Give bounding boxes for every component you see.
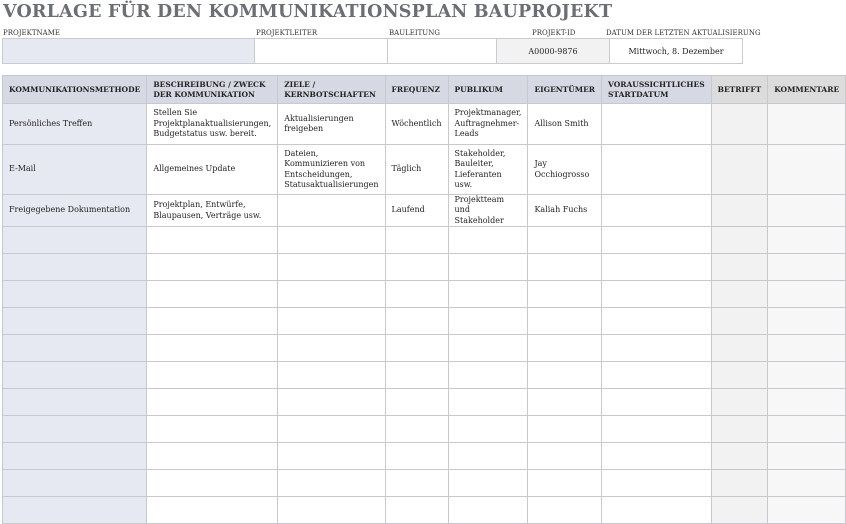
empty-cell[interactable] [448,308,528,335]
cell-frequency[interactable]: Laufend [385,195,448,227]
empty-cell[interactable] [385,362,448,389]
empty-cell[interactable] [528,362,602,389]
empty-cell[interactable] [3,362,147,389]
empty-cell[interactable] [528,335,602,362]
empty-cell[interactable] [768,281,846,308]
empty-table-row [3,497,846,524]
empty-cell[interactable] [278,443,385,470]
empty-cell[interactable] [711,308,768,335]
empty-table-row [3,443,846,470]
cell-concerns[interactable] [711,145,768,195]
project-name-field[interactable] [2,38,255,64]
empty-cell[interactable] [278,308,385,335]
empty-cell[interactable] [711,389,768,416]
empty-cell[interactable] [448,227,528,254]
cell-audience[interactable]: Projektmanager, Auftragnehmer-Leads [448,104,528,145]
page-title: VORLAGE FÜR DEN KOMMUNIKATIONSPLAN BAUPROJEKT [3,2,613,22]
project-id-field[interactable]: A0000-9876 [496,38,610,64]
cell-owner[interactable]: Kaliah Fuchs [528,195,602,227]
empty-cell[interactable] [602,254,712,281]
empty-cell[interactable] [768,227,846,254]
empty-cell[interactable] [602,497,712,524]
empty-cell[interactable] [385,443,448,470]
empty-cell[interactable] [385,416,448,443]
empty-cell[interactable] [768,335,846,362]
empty-table-row [3,389,846,416]
empty-cell[interactable] [278,389,385,416]
empty-cell[interactable] [528,389,602,416]
empty-cell[interactable] [768,443,846,470]
col-header-concerns: BETRIFFT [711,76,768,104]
empty-cell[interactable] [278,335,385,362]
empty-cell[interactable] [147,416,278,443]
empty-cell[interactable] [448,389,528,416]
empty-cell[interactable] [711,335,768,362]
project-lead-field[interactable] [254,38,388,64]
empty-cell[interactable] [448,281,528,308]
empty-cell[interactable] [768,389,846,416]
empty-cell[interactable] [3,416,147,443]
col-header-method: KOMMUNIKATIONSMETHODE [3,76,147,104]
empty-cell[interactable] [147,362,278,389]
col-header-description: BESCHREIBUNG / ZWECK DER KOMMUNIKATION [147,76,278,104]
cell-audience[interactable]: Stakeholder, Bauleiter, Lieferanten usw. [448,145,528,195]
table-row [3,104,846,145]
table-row [3,195,846,227]
empty-cell[interactable] [448,443,528,470]
empty-table-row [3,254,846,281]
empty-cell[interactable] [385,497,448,524]
cell-start-date[interactable] [602,195,712,227]
construction-lead-label: BAULEITUNG [389,29,440,37]
empty-cell[interactable] [768,362,846,389]
cell-owner[interactable]: Allison Smith [528,104,602,145]
empty-cell[interactable] [448,470,528,497]
empty-cell[interactable] [3,470,147,497]
empty-cell[interactable] [3,308,147,335]
cell-comments[interactable] [768,104,846,145]
empty-cell[interactable] [385,281,448,308]
empty-cell[interactable] [147,470,278,497]
empty-cell[interactable] [528,443,602,470]
empty-cell[interactable] [448,497,528,524]
cell-concerns[interactable] [711,104,768,145]
cell-method[interactable]: E-Mail [3,145,147,195]
empty-cell[interactable] [385,308,448,335]
col-header-start-date: VORAUSSICHTLICHES STARTDATUM [602,76,712,104]
empty-cell[interactable] [768,416,846,443]
cell-start-date[interactable] [602,145,712,195]
empty-table-row [3,470,846,497]
empty-table-row [3,416,846,443]
empty-cell[interactable] [602,362,712,389]
cell-frequency[interactable]: Täglich [385,145,448,195]
empty-table-row [3,308,846,335]
empty-cell[interactable] [3,389,147,416]
empty-cell[interactable] [385,389,448,416]
cell-description[interactable]: Stellen Sie Projektplanaktualisierungen, Budgetstatus usw. bereit. [147,104,278,145]
last-update-field[interactable]: Mittwoch, 8. Dezember [609,38,743,64]
empty-cell[interactable] [147,497,278,524]
empty-cell[interactable] [602,470,712,497]
empty-cell[interactable] [602,416,712,443]
empty-cell[interactable] [147,389,278,416]
empty-cell[interactable] [602,335,712,362]
empty-cell[interactable] [278,416,385,443]
empty-cell[interactable] [711,416,768,443]
empty-cell[interactable] [385,254,448,281]
empty-cell[interactable] [147,281,278,308]
empty-cell[interactable] [528,308,602,335]
empty-cell[interactable] [711,470,768,497]
empty-cell[interactable] [528,497,602,524]
project-name-label: PROJEKTNAME [3,29,60,37]
project-id-label: PROJEKT-ID [532,29,576,37]
empty-table-row [3,335,846,362]
empty-cell[interactable] [602,443,712,470]
cell-method[interactable]: Freigegebene Dokumentation [3,195,147,227]
empty-cell[interactable] [602,308,712,335]
empty-cell[interactable] [711,362,768,389]
empty-cell[interactable] [602,389,712,416]
empty-cell[interactable] [385,470,448,497]
empty-cell[interactable] [3,254,147,281]
col-header-owner: EIGENTÜMER [528,76,602,104]
empty-cell[interactable] [448,335,528,362]
empty-table-row [3,281,846,308]
empty-cell[interactable] [448,416,528,443]
cell-goals[interactable]: Aktualisierungen freigeben [278,104,385,145]
empty-cell[interactable] [448,362,528,389]
col-header-goals: ZIELE / KERNBOTSCHAFTEN [278,76,385,104]
empty-cell[interactable] [278,362,385,389]
col-header-comments: KOMMENTARE [768,76,846,104]
cell-comments[interactable] [768,145,846,195]
col-header-frequency: FREQUENZ [385,76,448,104]
cell-method[interactable]: Persönliches Treffen [3,104,147,145]
empty-cell[interactable] [768,497,846,524]
empty-cell[interactable] [147,443,278,470]
cell-goals[interactable] [278,195,385,227]
cell-description[interactable]: Projektplan, Entwürfe, Blaupausen, Verträge usw. [147,195,278,227]
empty-cell[interactable] [528,254,602,281]
empty-cell[interactable] [147,335,278,362]
empty-cell[interactable] [385,227,448,254]
cell-description[interactable]: Allgemeines Update [147,145,278,195]
empty-table-row [3,362,846,389]
empty-cell[interactable] [147,308,278,335]
empty-cell[interactable] [278,227,385,254]
empty-cell[interactable] [711,254,768,281]
communication-plan-table [2,75,846,524]
empty-cell[interactable] [278,470,385,497]
cell-audience[interactable]: Projektteam und Stakeholder [448,195,528,227]
empty-cell[interactable] [528,227,602,254]
empty-cell[interactable] [602,281,712,308]
empty-cell[interactable] [147,254,278,281]
empty-cell[interactable] [711,227,768,254]
empty-cell[interactable] [768,308,846,335]
empty-cell[interactable] [528,470,602,497]
table-row [3,145,846,195]
empty-cell[interactable] [448,254,528,281]
empty-cell[interactable] [3,335,147,362]
project-lead-label: PROJEKTLEITER [256,29,318,37]
empty-cell[interactable] [3,497,147,524]
empty-cell[interactable] [711,281,768,308]
empty-cell[interactable] [385,335,448,362]
cell-frequency[interactable]: Wöchentlich [385,104,448,145]
cell-start-date[interactable] [602,104,712,145]
col-header-audience: PUBLIKUM [448,76,528,104]
last-update-label: DATUM DER LETZTEN AKTUALISIERUNG [606,29,761,37]
empty-cell[interactable] [768,470,846,497]
cell-owner[interactable]: Jay Occhiogrosso [528,145,602,195]
empty-cell[interactable] [278,497,385,524]
empty-cell[interactable] [528,281,602,308]
empty-cell[interactable] [3,227,147,254]
empty-cell[interactable] [147,227,278,254]
empty-cell[interactable] [711,497,768,524]
empty-cell[interactable] [3,443,147,470]
cell-goals[interactable]: Dateien, Kommunizieren von Entscheidungen, Statusaktualisierungen [278,145,385,195]
empty-cell[interactable] [528,416,602,443]
empty-cell[interactable] [278,281,385,308]
empty-cell[interactable] [278,254,385,281]
empty-table-row [3,227,846,254]
empty-cell[interactable] [602,227,712,254]
empty-cell[interactable] [768,254,846,281]
cell-comments[interactable] [768,195,846,227]
empty-cell[interactable] [3,281,147,308]
construction-lead-field[interactable] [387,38,497,64]
cell-concerns[interactable] [711,195,768,227]
empty-cell[interactable] [711,443,768,470]
